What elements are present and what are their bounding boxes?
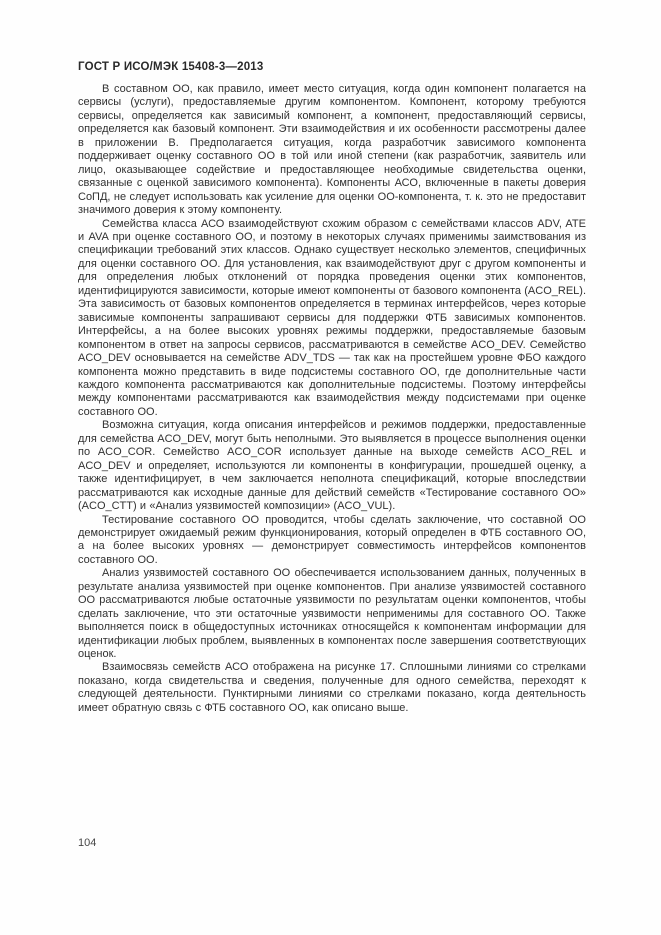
paragraph-aco-class-families: Семейства класса АСО взаимодействуют схожим образом с семействами классов ADV, ATE и AVA при оценке составного ОО, и поэтому в некоторых случаях применимы заимствования из спецификации требований этих классов. Однако существует несколько элементов, специфичных для оценки составного ОО. Для установления, как взаимодействуют друг с другом компоненты и для определения любых отклонений от порядка проведения оценки этих компонентов, идентифицируются зависимости, которые имеют компоненты от базового компонента (ACO_REL). Эта зависимость от базовых компонентов определяется в терминах интерфейсов, через которые зависимые компоненты запрашивают сервисы для поддержки ФТБ зависимых компонентов. Интерфейсы, а на более высоких уровнях режимы поддержки, предоставляемые базовым компонентом в ответ на запросы сервисов, рассматриваются в семействе ACO_DEV. Семейство ACO_DEV основывается на семействе ADV_TDS — так как на простейшем уровне ФБО каждого компонента можно представить в виде подсистемы составного ОО, где дополнительные части каждого компонента рассматриваются как дополнительные подсистемы. Поэтому интерфейсы между компонентами рассматриваются как взаимодействия между подсистемами при оценке составного ОО. [78, 217, 586, 418]
paragraph-family-relationship-figure17: Взаимосвязь семейств АСО отображена на рисунке 17. Сплошными линиями со стрелками показано, когда свидетельства и сведения, полученные для одного семейства, переходят к следующей деятельности. Пунктирными линиями со стрелками показано, когда деятельность имеет обратную связь с ФТБ составного ОО, как описано выше. [78, 661, 586, 714]
paragraph-composite-toe-services: В составном ОО, как правило, имеет место ситуация, когда один компонент полагается на сервисы (услуги), предоставляемые другим компонентом. Компонент, которому требуются сервисы, определяется как зависимый компонент, а компонент, предоставляющий сервисы, определяется как базовый компонент. Эти взаимодействия и их особенности рассмотрены далее в приложении В. Предполагается ситуация, когда разработчик зависимого компонента поддерживает оценку составного ОО в той или иной степени (как разработчик, заявитель или лицо, оказывающее содействие и предоставляющее необходимые свидетельства оценки, связанные с оценкой зависимого компонента). Компоненты АСО, включенные в пакеты доверия СоПД, не следует использовать как усиление для оценки ОО-компонента, т. к. это не предоставит значимого доверия к этому компоненту. [78, 83, 586, 217]
document-body [78, 83, 586, 715]
document-header-title: ГОСТ Р ИСО/МЭК 15408-3—2013 [78, 61, 264, 73]
paragraph-aco-cor: Возможна ситуация, когда описания интерфейсов и режимов поддержки, предоставленные для семейства ACO_DEV, могут быть неполными. Это выявляется в процессе выполнения оценки по ACO_COR. Семейство ACO_COR использует данные на выходе семейств ACO_REL и ACO_DEV и определяет, используются ли компоненты в конфигурации, прошедшей оценку, а также идентифицирует, в чем заключается неполнота спецификаций, которые впоследствии рассматриваются как исходные данные для действий семейств «Тестирование составного ОО» (ACO_CTT) и «Анализ уязвимостей композиции» (ACO_VUL). [78, 419, 586, 513]
paragraph-composite-toe-testing: Тестирование составного ОО проводится, чтобы сделать заключение, что составной ОО демонстрирует ожидаемый режим функционирования, который определен в ФТБ составного ОО, а на более высоких уровнях — демонстрирует совместимость интерфейсов компонентов составного ОО. [78, 513, 586, 566]
paragraph-vulnerability-analysis: Анализ уязвимостей составного ОО обеспечивается использованием данных, полученных в результате анализа уязвимостей при оценке компонентов. При анализе уязвимостей составного ОО рассматриваются любые остаточные уязвимости по результатам оценки компонентов, чтобы сделать заключение, что эти остаточные уязвимости неприменимы для составного ОО. Также выполняется поиск в общедоступных источниках относящейся к компонентам информации для идентификации любых проблем, выявленных в компонентах после завершения соответствующих оценок. [78, 567, 586, 661]
page-number: 104 [78, 837, 97, 849]
